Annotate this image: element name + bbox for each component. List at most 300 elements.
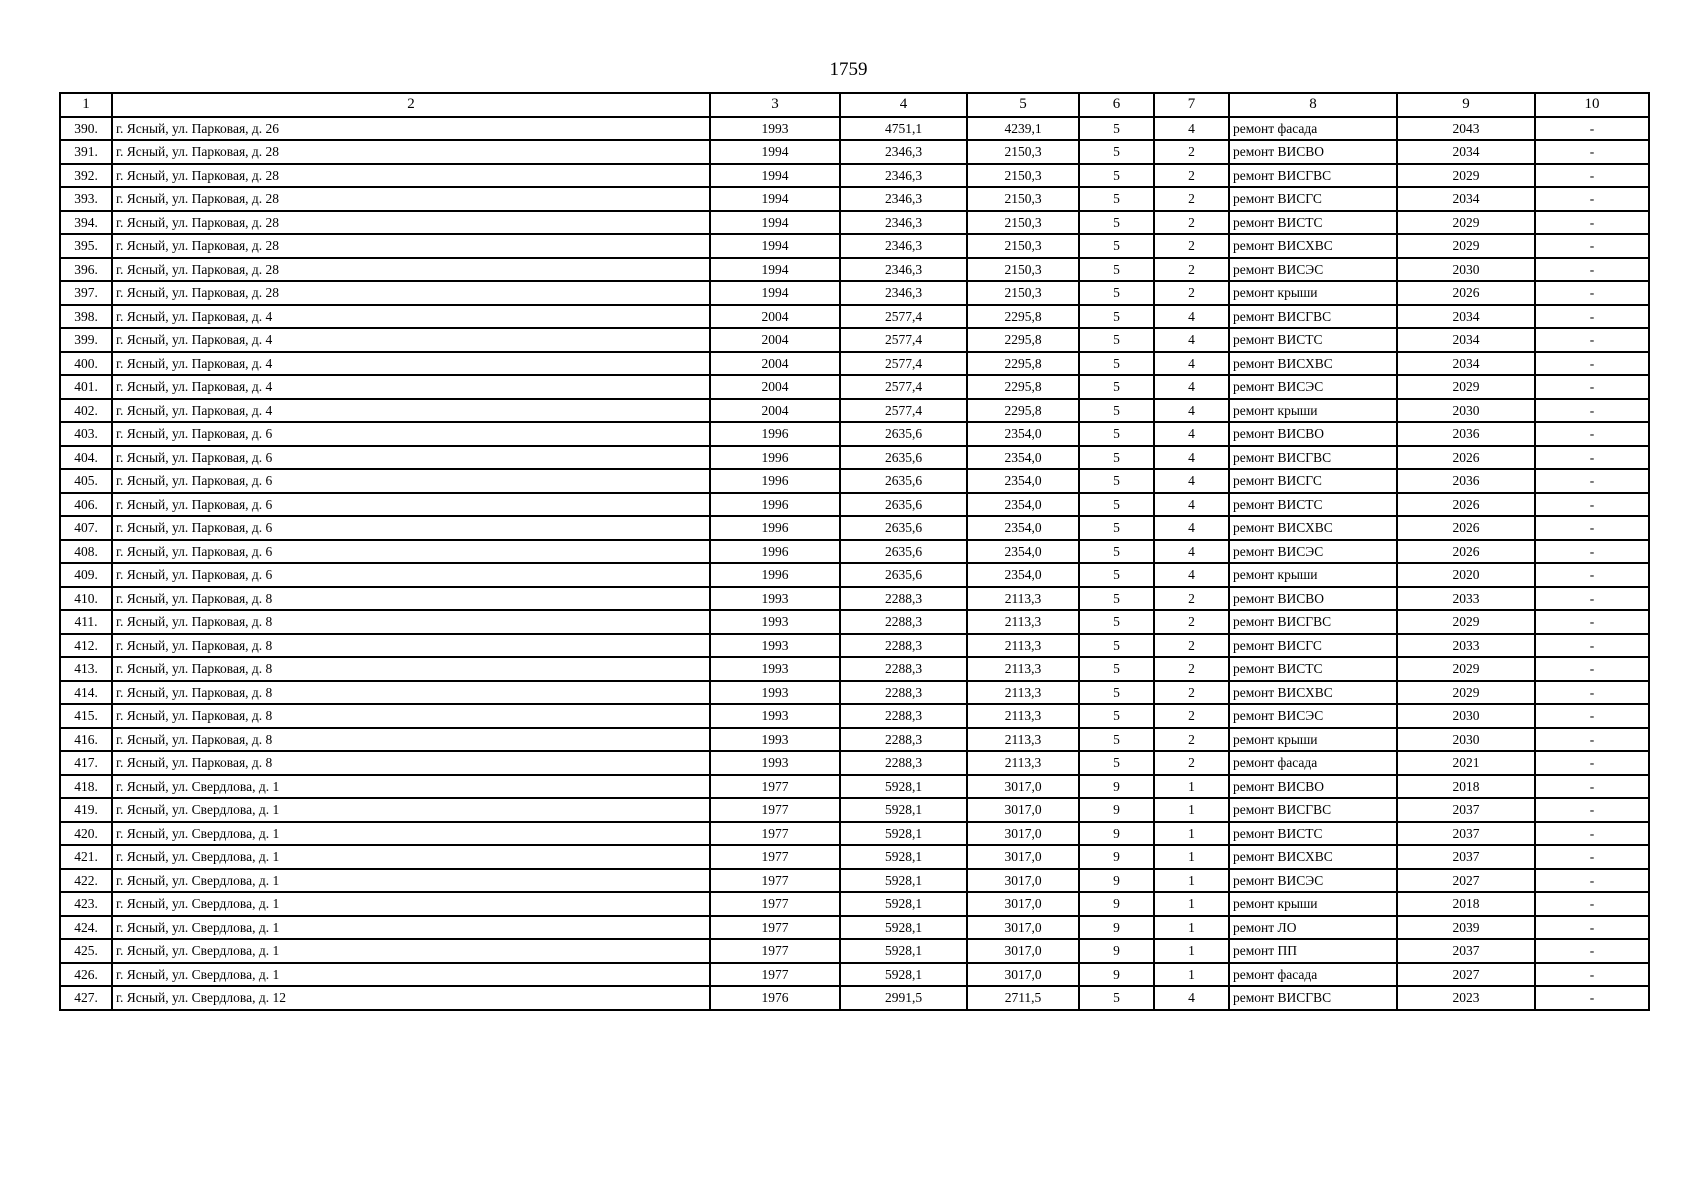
cell-row-number: 420. (60, 822, 112, 846)
cell-planned-year: 2034 (1397, 140, 1535, 164)
cell-row-number: 395. (60, 234, 112, 258)
cell-work-type: ремонт ВИСЭС (1229, 258, 1397, 282)
cell-year-built: 2004 (710, 352, 840, 376)
cell-address: г. Ясный, ул. Парковая, д. 4 (112, 399, 710, 423)
cell-year-built: 1977 (710, 845, 840, 869)
column-header-2: 2 (112, 93, 710, 117)
cell-entrances: 4 (1154, 446, 1229, 470)
cell-planned-year: 2036 (1397, 422, 1535, 446)
cell-total-area: 2288,3 (840, 728, 967, 752)
cell-row-number: 423. (60, 892, 112, 916)
cell-total-area: 2346,3 (840, 281, 967, 305)
cell-total-area: 2635,6 (840, 563, 967, 587)
cell-note: - (1535, 516, 1649, 540)
cell-total-area: 2635,6 (840, 446, 967, 470)
cell-year-built: 1977 (710, 798, 840, 822)
cell-address: г. Ясный, ул. Свердлова, д. 1 (112, 822, 710, 846)
cell-living-area: 2150,3 (967, 258, 1079, 282)
cell-entrances: 4 (1154, 563, 1229, 587)
cell-work-type: ремонт крыши (1229, 892, 1397, 916)
cell-floors: 5 (1079, 657, 1154, 681)
cell-floors: 5 (1079, 634, 1154, 658)
cell-living-area: 2113,3 (967, 610, 1079, 634)
cell-planned-year: 2029 (1397, 234, 1535, 258)
cell-planned-year: 2037 (1397, 939, 1535, 963)
cell-living-area: 2113,3 (967, 587, 1079, 611)
cell-planned-year: 2037 (1397, 822, 1535, 846)
cell-total-area: 2577,4 (840, 352, 967, 376)
cell-address: г. Ясный, ул. Свердлова, д. 1 (112, 892, 710, 916)
cell-entrances: 4 (1154, 328, 1229, 352)
cell-entrances: 4 (1154, 493, 1229, 517)
cell-year-built: 1993 (710, 728, 840, 752)
cell-living-area: 2150,3 (967, 281, 1079, 305)
cell-work-type: ремонт ВИСХВС (1229, 845, 1397, 869)
cell-work-type: ремонт ЛО (1229, 916, 1397, 940)
cell-year-built: 2004 (710, 375, 840, 399)
cell-entrances: 2 (1154, 281, 1229, 305)
cell-row-number: 412. (60, 634, 112, 658)
cell-work-type: ремонт ВИСГС (1229, 187, 1397, 211)
cell-living-area: 3017,0 (967, 939, 1079, 963)
cell-work-type: ремонт ПП (1229, 939, 1397, 963)
cell-floors: 5 (1079, 305, 1154, 329)
cell-address: г. Ясный, ул. Парковая, д. 8 (112, 634, 710, 658)
cell-entrances: 2 (1154, 164, 1229, 188)
cell-row-number: 425. (60, 939, 112, 963)
cell-entrances: 4 (1154, 117, 1229, 141)
table-row (60, 587, 1649, 611)
cell-row-number: 411. (60, 610, 112, 634)
cell-total-area: 2577,4 (840, 399, 967, 423)
cell-total-area: 2346,3 (840, 187, 967, 211)
cell-note: - (1535, 681, 1649, 705)
cell-floors: 5 (1079, 469, 1154, 493)
cell-year-built: 2004 (710, 328, 840, 352)
cell-planned-year: 2029 (1397, 164, 1535, 188)
cell-note: - (1535, 211, 1649, 235)
cell-address: г. Ясный, ул. Свердлова, д. 1 (112, 963, 710, 987)
cell-planned-year: 2030 (1397, 399, 1535, 423)
cell-address: г. Ясный, ул. Парковая, д. 8 (112, 751, 710, 775)
cell-address: г. Ясный, ул. Свердлова, д. 1 (112, 869, 710, 893)
cell-planned-year: 2026 (1397, 540, 1535, 564)
cell-work-type: ремонт ВИСХВС (1229, 352, 1397, 376)
cell-floors: 5 (1079, 234, 1154, 258)
cell-total-area: 2991,5 (840, 986, 967, 1010)
cell-year-built: 1996 (710, 446, 840, 470)
table-row (60, 681, 1649, 705)
cell-work-type: ремонт ВИСТС (1229, 328, 1397, 352)
cell-total-area: 2346,3 (840, 140, 967, 164)
cell-planned-year: 2030 (1397, 728, 1535, 752)
cell-floors: 5 (1079, 610, 1154, 634)
table-row (60, 352, 1649, 376)
cell-planned-year: 2029 (1397, 681, 1535, 705)
cell-total-area: 4751,1 (840, 117, 967, 141)
cell-row-number: 396. (60, 258, 112, 282)
cell-living-area: 3017,0 (967, 916, 1079, 940)
cell-year-built: 1993 (710, 634, 840, 658)
cell-note: - (1535, 728, 1649, 752)
cell-row-number: 407. (60, 516, 112, 540)
cell-total-area: 2577,4 (840, 375, 967, 399)
cell-row-number: 393. (60, 187, 112, 211)
cell-floors: 5 (1079, 493, 1154, 517)
cell-entrances: 2 (1154, 140, 1229, 164)
cell-address: г. Ясный, ул. Парковая, д. 6 (112, 469, 710, 493)
cell-row-number: 422. (60, 869, 112, 893)
cell-note: - (1535, 751, 1649, 775)
table-row (60, 775, 1649, 799)
cell-year-built: 1994 (710, 281, 840, 305)
cell-entrances: 4 (1154, 399, 1229, 423)
cell-planned-year: 2021 (1397, 751, 1535, 775)
cell-work-type: ремонт ВИСВО (1229, 587, 1397, 611)
cell-work-type: ремонт ВИСТС (1229, 822, 1397, 846)
column-header-5: 5 (967, 93, 1079, 117)
cell-living-area: 2113,3 (967, 681, 1079, 705)
cell-year-built: 1993 (710, 657, 840, 681)
cell-note: - (1535, 822, 1649, 846)
cell-work-type: ремонт ВИСВО (1229, 775, 1397, 799)
cell-note: - (1535, 422, 1649, 446)
cell-row-number: 408. (60, 540, 112, 564)
cell-floors: 9 (1079, 775, 1154, 799)
cell-row-number: 404. (60, 446, 112, 470)
cell-living-area: 2295,8 (967, 399, 1079, 423)
cell-planned-year: 2030 (1397, 258, 1535, 282)
cell-note: - (1535, 164, 1649, 188)
cell-entrances: 1 (1154, 939, 1229, 963)
column-header-7: 7 (1154, 93, 1229, 117)
table-row (60, 140, 1649, 164)
page-number: 1759 (829, 59, 868, 80)
cell-floors: 5 (1079, 986, 1154, 1010)
cell-living-area: 2354,0 (967, 516, 1079, 540)
cell-address: г. Ясный, ул. Парковая, д. 4 (112, 305, 710, 329)
cell-floors: 5 (1079, 563, 1154, 587)
cell-total-area: 2635,6 (840, 493, 967, 517)
cell-living-area: 2113,3 (967, 634, 1079, 658)
cell-living-area: 2354,0 (967, 469, 1079, 493)
cell-floors: 5 (1079, 728, 1154, 752)
column-header-8: 8 (1229, 93, 1397, 117)
cell-total-area: 5928,1 (840, 845, 967, 869)
cell-living-area: 2150,3 (967, 140, 1079, 164)
cell-total-area: 2635,6 (840, 516, 967, 540)
cell-note: - (1535, 775, 1649, 799)
cell-note: - (1535, 563, 1649, 587)
cell-entrances: 1 (1154, 775, 1229, 799)
cell-work-type: ремонт крыши (1229, 563, 1397, 587)
cell-total-area: 2346,3 (840, 164, 967, 188)
cell-note: - (1535, 704, 1649, 728)
table-row (60, 963, 1649, 987)
cell-address: г. Ясный, ул. Парковая, д. 6 (112, 446, 710, 470)
cell-work-type: ремонт фасада (1229, 963, 1397, 987)
cell-note: - (1535, 657, 1649, 681)
table-row (60, 540, 1649, 564)
cell-entrances: 1 (1154, 845, 1229, 869)
cell-living-area: 2295,8 (967, 352, 1079, 376)
cell-total-area: 2635,6 (840, 469, 967, 493)
cell-note: - (1535, 540, 1649, 564)
cell-planned-year: 2026 (1397, 446, 1535, 470)
cell-work-type: ремонт ВИСТС (1229, 211, 1397, 235)
cell-year-built: 1996 (710, 516, 840, 540)
cell-row-number: 413. (60, 657, 112, 681)
cell-entrances: 1 (1154, 798, 1229, 822)
cell-floors: 5 (1079, 422, 1154, 446)
cell-note: - (1535, 258, 1649, 282)
cell-work-type: ремонт ВИСТС (1229, 657, 1397, 681)
cell-planned-year: 2023 (1397, 986, 1535, 1010)
cell-note: - (1535, 234, 1649, 258)
cell-row-number: 424. (60, 916, 112, 940)
table-row (60, 798, 1649, 822)
cell-floors: 9 (1079, 892, 1154, 916)
cell-work-type: ремонт ВИСГВС (1229, 798, 1397, 822)
cell-floors: 5 (1079, 516, 1154, 540)
cell-work-type: ремонт крыши (1229, 281, 1397, 305)
cell-planned-year: 2029 (1397, 610, 1535, 634)
cell-row-number: 427. (60, 986, 112, 1010)
cell-note: - (1535, 305, 1649, 329)
table-row (60, 375, 1649, 399)
cell-note: - (1535, 140, 1649, 164)
cell-floors: 9 (1079, 916, 1154, 940)
cell-note: - (1535, 939, 1649, 963)
cell-row-number: 403. (60, 422, 112, 446)
cell-living-area: 3017,0 (967, 798, 1079, 822)
cell-floors: 5 (1079, 681, 1154, 705)
cell-address: г. Ясный, ул. Парковая, д. 6 (112, 563, 710, 587)
cell-note: - (1535, 117, 1649, 141)
table-row (60, 657, 1649, 681)
cell-address: г. Ясный, ул. Парковая, д. 28 (112, 281, 710, 305)
cell-row-number: 401. (60, 375, 112, 399)
table-row (60, 187, 1649, 211)
cell-address: г. Ясный, ул. Парковая, д. 8 (112, 728, 710, 752)
table-row (60, 469, 1649, 493)
cell-floors: 5 (1079, 281, 1154, 305)
cell-entrances: 4 (1154, 986, 1229, 1010)
cell-year-built: 1977 (710, 822, 840, 846)
cell-note: - (1535, 869, 1649, 893)
cell-year-built: 1996 (710, 422, 840, 446)
table-row (60, 258, 1649, 282)
cell-year-built: 2004 (710, 399, 840, 423)
table-row (60, 399, 1649, 423)
cell-address: г. Ясный, ул. Парковая, д. 28 (112, 164, 710, 188)
cell-living-area: 4239,1 (967, 117, 1079, 141)
cell-row-number: 402. (60, 399, 112, 423)
cell-planned-year: 2018 (1397, 775, 1535, 799)
cell-address: г. Ясный, ул. Парковая, д. 28 (112, 234, 710, 258)
cell-living-area: 2354,0 (967, 446, 1079, 470)
cell-entrances: 2 (1154, 657, 1229, 681)
cell-planned-year: 2037 (1397, 798, 1535, 822)
cell-row-number: 410. (60, 587, 112, 611)
cell-total-area: 2346,3 (840, 234, 967, 258)
column-header-9: 9 (1397, 93, 1535, 117)
cell-entrances: 4 (1154, 375, 1229, 399)
cell-address: г. Ясный, ул. Парковая, д. 8 (112, 681, 710, 705)
cell-address: г. Ясный, ул. Свердлова, д. 1 (112, 798, 710, 822)
cell-floors: 9 (1079, 822, 1154, 846)
cell-address: г. Ясный, ул. Парковая, д. 28 (112, 187, 710, 211)
cell-floors: 5 (1079, 187, 1154, 211)
cell-living-area: 2113,3 (967, 657, 1079, 681)
table-row (60, 563, 1649, 587)
cell-work-type: ремонт ВИСГВС (1229, 164, 1397, 188)
cell-row-number: 418. (60, 775, 112, 799)
cell-address: г. Ясный, ул. Парковая, д. 26 (112, 117, 710, 141)
table-row (60, 822, 1649, 846)
cell-work-type: ремонт ВИСХВС (1229, 516, 1397, 540)
cell-entrances: 2 (1154, 211, 1229, 235)
cell-address: г. Ясный, ул. Парковая, д. 4 (112, 328, 710, 352)
table-row (60, 446, 1649, 470)
cell-row-number: 419. (60, 798, 112, 822)
cell-floors: 5 (1079, 211, 1154, 235)
cell-row-number: 397. (60, 281, 112, 305)
cell-planned-year: 2037 (1397, 845, 1535, 869)
table-row (60, 869, 1649, 893)
cell-living-area: 2354,0 (967, 422, 1079, 446)
cell-total-area: 2635,6 (840, 422, 967, 446)
table-row (60, 634, 1649, 658)
cell-year-built: 1996 (710, 469, 840, 493)
cell-row-number: 399. (60, 328, 112, 352)
cell-entrances: 2 (1154, 587, 1229, 611)
cell-total-area: 2577,4 (840, 305, 967, 329)
cell-year-built: 1994 (710, 187, 840, 211)
table-row (60, 234, 1649, 258)
cell-floors: 5 (1079, 446, 1154, 470)
cell-year-built: 1996 (710, 493, 840, 517)
cell-floors: 5 (1079, 751, 1154, 775)
cell-planned-year: 2027 (1397, 963, 1535, 987)
table-row (60, 281, 1649, 305)
cell-year-built: 1977 (710, 939, 840, 963)
cell-note: - (1535, 845, 1649, 869)
cell-entrances: 4 (1154, 469, 1229, 493)
cell-address: г. Ясный, ул. Парковая, д. 6 (112, 516, 710, 540)
cell-total-area: 5928,1 (840, 963, 967, 987)
table-row (60, 939, 1649, 963)
cell-living-area: 2113,3 (967, 704, 1079, 728)
cell-planned-year: 2029 (1397, 211, 1535, 235)
cell-floors: 9 (1079, 963, 1154, 987)
cell-year-built: 1993 (710, 704, 840, 728)
cell-row-number: 415. (60, 704, 112, 728)
cell-work-type: ремонт ВИСТС (1229, 493, 1397, 517)
cell-note: - (1535, 587, 1649, 611)
cell-work-type: ремонт ВИСГС (1229, 469, 1397, 493)
table-row (60, 916, 1649, 940)
cell-note: - (1535, 446, 1649, 470)
cell-work-type: ремонт ВИСЭС (1229, 869, 1397, 893)
cell-work-type: ремонт ВИСЭС (1229, 540, 1397, 564)
cell-living-area: 3017,0 (967, 822, 1079, 846)
cell-total-area: 5928,1 (840, 939, 967, 963)
cell-living-area: 2354,0 (967, 563, 1079, 587)
cell-planned-year: 2030 (1397, 704, 1535, 728)
cell-year-built: 1994 (710, 211, 840, 235)
cell-planned-year: 2039 (1397, 916, 1535, 940)
cell-total-area: 5928,1 (840, 916, 967, 940)
cell-row-number: 426. (60, 963, 112, 987)
cell-floors: 9 (1079, 798, 1154, 822)
cell-address: г. Ясный, ул. Свердлова, д. 12 (112, 986, 710, 1010)
cell-year-built: 1993 (710, 117, 840, 141)
table-row (60, 516, 1649, 540)
cell-entrances: 1 (1154, 869, 1229, 893)
cell-row-number: 391. (60, 140, 112, 164)
cell-row-number: 414. (60, 681, 112, 705)
cell-total-area: 5928,1 (840, 869, 967, 893)
cell-row-number: 394. (60, 211, 112, 235)
cell-total-area: 2288,3 (840, 587, 967, 611)
cell-living-area: 3017,0 (967, 869, 1079, 893)
cell-entrances: 2 (1154, 681, 1229, 705)
cell-work-type: ремонт ВИСГВС (1229, 986, 1397, 1010)
table-row (60, 986, 1649, 1010)
cell-entrances: 2 (1154, 187, 1229, 211)
cell-planned-year: 2043 (1397, 117, 1535, 141)
cell-living-area: 2113,3 (967, 728, 1079, 752)
cell-note: - (1535, 963, 1649, 987)
cell-planned-year: 2026 (1397, 516, 1535, 540)
cell-year-built: 1976 (710, 986, 840, 1010)
cell-address: г. Ясный, ул. Парковая, д. 28 (112, 211, 710, 235)
cell-work-type: ремонт фасада (1229, 751, 1397, 775)
cell-living-area: 2150,3 (967, 164, 1079, 188)
cell-entrances: 1 (1154, 963, 1229, 987)
cell-year-built: 1977 (710, 916, 840, 940)
column-header-4: 4 (840, 93, 967, 117)
cell-year-built: 1993 (710, 681, 840, 705)
cell-living-area: 2150,3 (967, 187, 1079, 211)
cell-entrances: 2 (1154, 258, 1229, 282)
cell-total-area: 5928,1 (840, 822, 967, 846)
cell-living-area: 2295,8 (967, 305, 1079, 329)
column-header-10: 10 (1535, 93, 1649, 117)
cell-planned-year: 2033 (1397, 587, 1535, 611)
cell-total-area: 5928,1 (840, 892, 967, 916)
cell-living-area: 2354,0 (967, 493, 1079, 517)
cell-year-built: 1977 (710, 892, 840, 916)
cell-work-type: ремонт ВИСВО (1229, 140, 1397, 164)
cell-entrances: 2 (1154, 234, 1229, 258)
cell-total-area: 2577,4 (840, 328, 967, 352)
cell-note: - (1535, 399, 1649, 423)
cell-floors: 9 (1079, 939, 1154, 963)
cell-floors: 5 (1079, 540, 1154, 564)
cell-address: г. Ясный, ул. Парковая, д. 6 (112, 493, 710, 517)
cell-note: - (1535, 187, 1649, 211)
cell-planned-year: 2034 (1397, 352, 1535, 376)
cell-work-type: ремонт ВИСЭС (1229, 375, 1397, 399)
cell-note: - (1535, 375, 1649, 399)
cell-note: - (1535, 352, 1649, 376)
cell-entrances: 4 (1154, 516, 1229, 540)
cell-work-type: ремонт ВИСХВС (1229, 234, 1397, 258)
cell-note: - (1535, 281, 1649, 305)
cell-living-area: 2150,3 (967, 211, 1079, 235)
